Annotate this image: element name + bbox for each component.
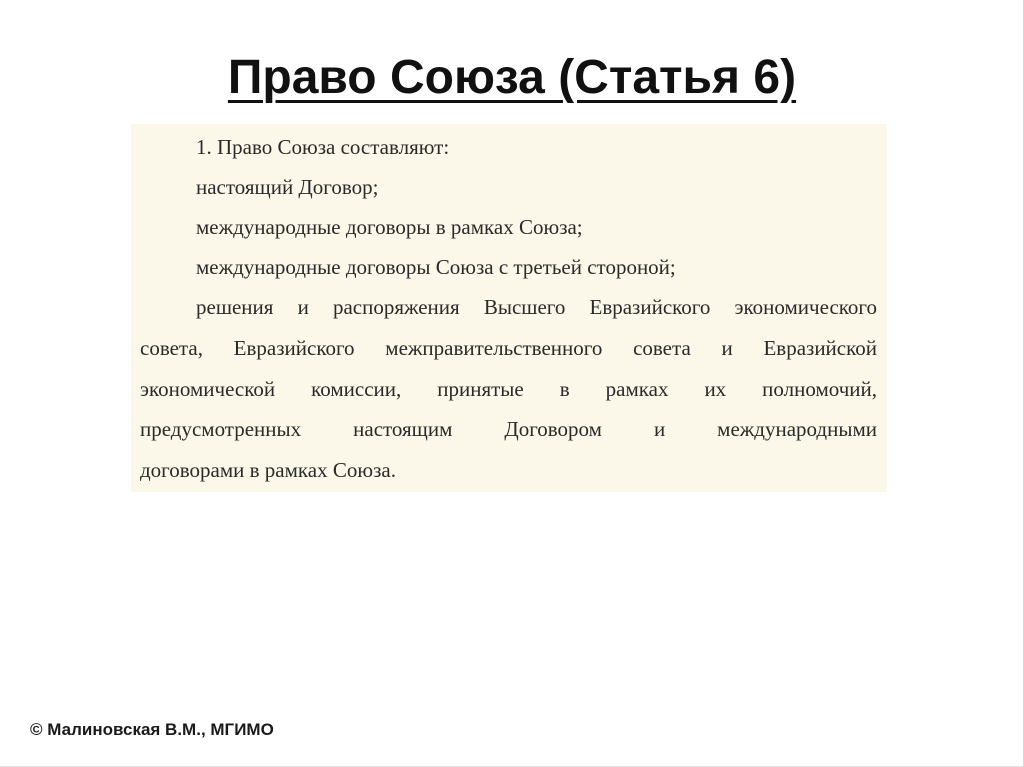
scanned-article-image bbox=[131, 124, 887, 492]
slide-title-text: Право Союза (Статья 6) bbox=[227, 51, 797, 104]
article-line: 1. Право Союза составляют: bbox=[196, 135, 450, 159]
slide-title bbox=[0, 42, 1024, 114]
article-line: решения и распоряжения Высшего Евразийского экономического bbox=[196, 295, 877, 319]
article-line: международные договоры Союза с третьей стороной; bbox=[196, 255, 676, 279]
article-line: совета, Евразийского межправительственного совета и Евразийской bbox=[140, 336, 877, 360]
article-line: настоящий Договор; bbox=[196, 175, 379, 199]
article-line: международные договоры в рамках Союза; bbox=[196, 215, 583, 239]
article-line: предусмотренных настоящим Договором и международными bbox=[140, 417, 877, 441]
copyright-footer: © Малиновская В.М., МГИМО bbox=[30, 720, 274, 739]
article-line: экономической комиссии, принятые в рамках их полномочий, bbox=[140, 377, 877, 401]
article-line: договорами в рамках Союза. bbox=[140, 458, 396, 482]
